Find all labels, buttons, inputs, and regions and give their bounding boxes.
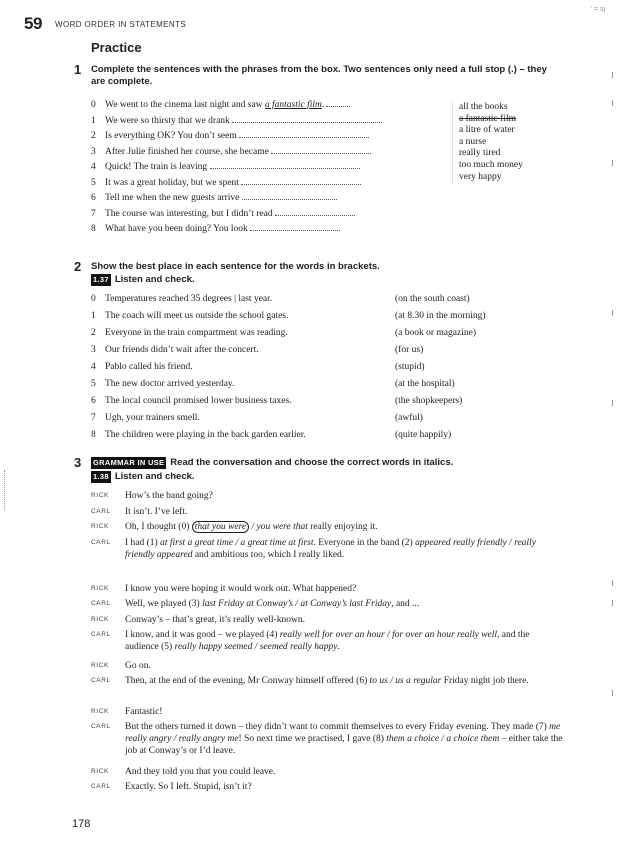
item-number: 0 xyxy=(91,294,96,304)
item-text: Pablo called his friend. xyxy=(105,362,193,372)
phrase-box-item: too much money xyxy=(459,159,523,170)
margin-mark xyxy=(612,400,613,406)
exercise-1-items xyxy=(91,98,382,238)
margin-mark xyxy=(612,72,613,78)
speaker-label: CARL xyxy=(91,723,111,730)
exercise-3-instruction: Read the conversation and choose the correct words in italics. xyxy=(170,457,454,468)
dialogue-text: And they told you that you could leave. xyxy=(125,767,276,777)
item-number: 1 xyxy=(91,115,96,126)
dialogue-text: ! So next time we practised, I gave (8) xyxy=(238,734,387,744)
item-number: 2 xyxy=(91,131,96,141)
speaker-label: CARL xyxy=(91,539,111,546)
sentence-item xyxy=(91,114,382,130)
answer-options: me really angry / really angry me xyxy=(125,722,561,744)
dialogue-text: , and the audience (5) xyxy=(125,630,530,652)
phrase-box-item: all the books xyxy=(459,102,508,112)
practice-heading: Practice xyxy=(91,40,142,55)
dialogue-text: . xyxy=(337,642,340,652)
item-text: The new doctor arrived yesterday. xyxy=(105,379,235,389)
item-text: Our friends didn’t wait after the concert. xyxy=(105,345,259,355)
margin-mark xyxy=(612,600,613,606)
item-number: 8 xyxy=(91,224,96,234)
dialogue-text: It isn’t. I’ve left. xyxy=(125,507,188,517)
sentence-item xyxy=(91,294,272,304)
item-number: 8 xyxy=(91,430,96,440)
answer-options: really happy seemed / seemed really happy xyxy=(174,642,338,652)
listen-and-check: Listen and check. xyxy=(114,274,195,285)
item-text: The local council promised lower business taxes. xyxy=(105,396,292,406)
margin-mark xyxy=(612,310,613,316)
margin-mark xyxy=(612,100,613,106)
speaker-label: RICK xyxy=(91,768,109,775)
item-text: The children were playing in the back garden earlier. xyxy=(105,430,306,440)
dialogue-line xyxy=(125,598,565,610)
sentence-item xyxy=(91,379,234,389)
answer-blank xyxy=(250,222,340,231)
sentence-item xyxy=(91,362,193,372)
bracket-words: (at the hospital) xyxy=(395,379,455,389)
speaker-label: CARL xyxy=(91,508,111,515)
speaker-label: CARL xyxy=(91,600,111,607)
unit-title: WORD ORDER IN STATEMENTS xyxy=(55,20,187,29)
item-number: 3 xyxy=(91,345,96,355)
bracket-words: (stupid) xyxy=(395,362,425,372)
item-number: 0 xyxy=(91,100,96,110)
dialogue-text: But the others turned it down – they didn’t want to commit themselves to every Friday evening. They made (7) xyxy=(125,722,550,732)
listen-and-check: Listen and check. xyxy=(114,471,195,482)
answer-blank xyxy=(239,129,369,138)
item-text: Ugh, your trainers smell. xyxy=(105,413,200,423)
margin-mark xyxy=(612,690,613,696)
answer-blank xyxy=(241,176,361,185)
item-number: 1 xyxy=(91,311,96,321)
dialogue-line xyxy=(125,521,565,533)
item-text: We were so thirsty that we drank xyxy=(105,115,230,126)
grammar-in-use-badge: GRAMMAR IN USE xyxy=(93,458,165,467)
sentence-item xyxy=(91,345,259,355)
dialogue-line xyxy=(125,490,565,502)
phrase-box-item: a litre of water xyxy=(459,125,515,136)
sentence-item xyxy=(91,176,382,192)
sentence-item xyxy=(91,328,288,338)
phrase-box-item-used: a fantastic film xyxy=(459,113,516,124)
item-number: 3 xyxy=(91,146,96,157)
exercise-1-number: 1 xyxy=(74,62,82,77)
answer-blank xyxy=(232,114,382,123)
speaker-label: RICK xyxy=(91,492,109,499)
dialogue-text: Exactly. So I left. Stupid, isn’t it? xyxy=(125,782,252,792)
bracket-words: (quite happily) xyxy=(395,430,452,440)
sentence-item xyxy=(91,98,382,114)
dialogue-line xyxy=(125,675,565,687)
dialogue-text: Then, at the end of the evening, Mr Conway himself offered (6) xyxy=(125,676,370,686)
answer-options: at first a great time / a great time at first xyxy=(160,538,314,548)
dialogue-line xyxy=(125,766,565,778)
answer-options: / you were that xyxy=(249,522,308,532)
dialogue-text: really enjoying it. xyxy=(307,522,378,532)
exercise-2-instruction: Show the best place in each sentence for the words in brackets. xyxy=(91,261,380,272)
exercise-3-listen xyxy=(91,471,551,483)
sentence-item xyxy=(91,222,382,238)
exercise-3-instruction-line xyxy=(91,457,551,469)
dialogue-line xyxy=(125,583,565,595)
dialogue-line xyxy=(125,614,565,626)
example-answer: a fantastic film xyxy=(264,100,322,110)
page-number: 178 xyxy=(72,818,91,830)
dialogue-text: , and ... xyxy=(391,599,420,609)
dialogue-text: Go on. xyxy=(125,661,151,671)
item-text: Quick! The train is leaving xyxy=(105,162,208,172)
audio-track-badge: 1.37 xyxy=(93,275,109,284)
item-text: Is everything OK? You don’t seem xyxy=(105,131,237,141)
dialogue-text: Well, we played (3) xyxy=(125,599,203,609)
item-text: What have you been doing? You look xyxy=(105,224,248,234)
item-number: 5 xyxy=(91,379,96,389)
audio-track-badge: 1.38 xyxy=(93,472,109,481)
dialogue-text: Conway’s – that’s great, it’s really well-known. xyxy=(125,615,305,625)
dialogue-text: – either take the job at Conway’s or I’d leave. xyxy=(125,734,563,756)
margin-mark xyxy=(612,160,613,166)
dialogue-line xyxy=(125,706,565,718)
item-number: 2 xyxy=(91,328,96,338)
unit-number: 59 xyxy=(24,14,42,33)
dialogue-text: I had (1) xyxy=(125,538,161,548)
answer-blank xyxy=(242,191,337,200)
dialogue-text: Oh, I thought (0) xyxy=(125,522,192,532)
answer-options: appeared really friendly / really friendly appeared xyxy=(125,538,536,560)
sentence-item xyxy=(91,430,306,440)
item-number: 4 xyxy=(91,362,96,372)
bracket-words: (a book or magazine) xyxy=(395,328,476,338)
corner-mark: ‘ = sj xyxy=(590,6,605,13)
bracket-words: (awful) xyxy=(395,413,423,423)
speaker-label: RICK xyxy=(91,585,109,592)
sentence-item xyxy=(91,311,288,321)
phrase-box-item: really tired xyxy=(459,148,501,159)
sentence-item xyxy=(91,191,382,207)
exercise-1-instruction: Complete the sentences with the phrases from the box. Two sentences only need a full stop (.) – they are complete. xyxy=(91,64,547,87)
dialogue-text: Fantastic! xyxy=(125,707,163,717)
dialogue-line xyxy=(125,660,565,672)
speaker-label: RICK xyxy=(91,708,109,715)
bracket-words: (the shopkeepers) xyxy=(395,396,463,406)
exercise-2-number: 2 xyxy=(74,259,82,274)
dialogue-line xyxy=(125,721,565,757)
item-text: We went to the cinema last night and saw xyxy=(105,100,263,110)
item-text: Tell me when the new guests arrive xyxy=(105,193,240,203)
sentence-item xyxy=(91,129,382,145)
answer-options: last Friday at Conway’s / at Conway’s last Friday xyxy=(202,599,392,609)
speaker-label: CARL xyxy=(91,783,111,790)
answer-blank xyxy=(271,145,371,154)
bracket-words: (on the south coast) xyxy=(395,294,470,304)
margin-mark xyxy=(612,580,613,586)
item-number: 4 xyxy=(91,162,96,172)
dialogue-text: and ambitious too, which I really liked. xyxy=(192,550,345,560)
circled-answer: that you were xyxy=(192,521,249,533)
dialogue-text: I know you were hoping it would work out. What happened? xyxy=(125,584,357,594)
item-punctuation: . xyxy=(321,100,325,110)
speaker-label: RICK xyxy=(91,662,109,669)
item-number: 6 xyxy=(91,193,96,203)
dialogue-text: . Everyone in the band (2) xyxy=(313,538,416,548)
dialogue-line xyxy=(125,629,565,653)
dialogue-text: How’s the band going? xyxy=(125,491,213,501)
item-text: The coach will meet us outside the school gates. xyxy=(105,311,289,321)
answer-blank xyxy=(210,160,360,169)
margin-mark xyxy=(4,470,6,510)
sentence-item xyxy=(91,207,382,223)
item-text: It was a great holiday, but we spent xyxy=(105,177,239,188)
answer-options: to us / us a regular xyxy=(369,676,442,686)
dialogue-text: I know, and it was good – we played (4) xyxy=(125,630,280,640)
speaker-label: CARL xyxy=(91,631,111,638)
speaker-label: RICK xyxy=(91,523,109,530)
sentence-item xyxy=(91,145,382,161)
sentence-item xyxy=(91,396,292,406)
answer-blank xyxy=(275,207,355,216)
item-text: After Julie finished her course, she became xyxy=(105,146,269,157)
answer-blank xyxy=(326,98,350,107)
sentence-item xyxy=(91,160,382,176)
speaker-label: CARL xyxy=(91,677,111,684)
exercise-2-listen xyxy=(91,274,551,286)
speaker-label: RICK xyxy=(91,616,109,623)
item-number: 5 xyxy=(91,177,96,188)
item-text: Everyone in the train compartment was reading. xyxy=(105,328,288,338)
sentence-item xyxy=(91,413,200,423)
phrase-box xyxy=(452,102,569,183)
item-number: 6 xyxy=(91,396,96,406)
dialogue-line xyxy=(125,781,565,793)
dialogue-text: Friday night job there. xyxy=(441,676,529,686)
item-text: The course was interesting, but I didn’t read xyxy=(105,208,273,219)
item-number: 7 xyxy=(91,413,96,423)
item-number: 7 xyxy=(91,208,96,219)
bracket-words: (for us) xyxy=(395,345,424,355)
dialogue-line xyxy=(125,506,565,518)
phrase-box-item: a nurse xyxy=(459,136,487,147)
item-text: Temperatures reached 35 degrees | last year. xyxy=(105,294,273,304)
answer-options: them a choice / a choice them xyxy=(386,734,500,744)
answer-options: really well for over an hour / for over an hour really well xyxy=(279,630,498,640)
dialogue-line xyxy=(125,537,565,561)
phrase-box-item: very happy xyxy=(459,171,502,182)
bracket-words: (at 8.30 in the morning) xyxy=(395,311,486,321)
exercise-3-number: 3 xyxy=(74,455,82,470)
